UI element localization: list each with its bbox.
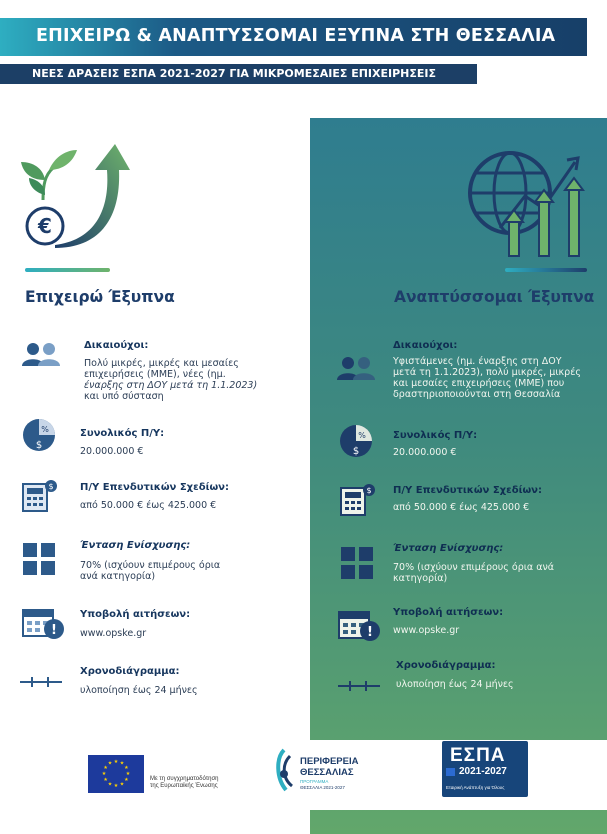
left-beneficiaries-text-2: επιχειρήσεις (ΜΜΕ), νέες (ημ. — [84, 369, 226, 380]
eu-text-line-1: Με τη συγχρηματοδότηση — [150, 776, 219, 782]
left-intensity-text-2: ανά κατηγορία) — [80, 571, 156, 582]
subtitle: ΝΕΕΣ ΔΡΑΣΕΙΣ ΕΣΠΑ 2021-2027 ΓΙΑ ΜΙΚΡΟΜΕΣΑΙΕΣ ΕΠΙΧΕΙΡΗΣΕΙΣ — [32, 67, 436, 80]
investment-calculator-icon — [22, 478, 58, 512]
right-intensity-text-1: 70% (ισχύουν επιμέρους όρια ανά — [393, 562, 555, 573]
left-beneficiaries-text-4: και υπό σύσταση — [84, 391, 164, 402]
right-timeline-value: υλοποίηση έως 24 μήνες — [396, 679, 514, 690]
svg-text:★: ★ — [103, 777, 108, 783]
right-beneficiaries-label: Δικαιούχοι: — [393, 340, 458, 351]
grid-intensity-icon — [22, 542, 56, 576]
svg-text:★: ★ — [124, 777, 129, 783]
greek-flag-mini — [446, 768, 455, 776]
eu-stars-icon — [88, 755, 144, 793]
region-name-1: ΠΕΡΙΦΕΡΕΙΑ — [300, 756, 359, 767]
right-plans-label: Π/Υ Επενδυτικών Σχεδίων: — [393, 485, 542, 496]
eu-cofunding-text — [150, 776, 230, 790]
growth-euro-icon — [15, 140, 130, 252]
svg-text:★: ★ — [103, 765, 108, 771]
left-timeline-value: υλοποίηση έως 24 μήνες — [80, 685, 198, 696]
right-budget-value: 20.000.000 € — [393, 447, 457, 458]
svg-text:★: ★ — [124, 765, 129, 771]
espa-tagline: Εταιρική Ανάπτυξη για Όλους — [446, 785, 505, 790]
espa-years: 2021-2027 — [459, 766, 507, 777]
right-submit-label: Υποβολή αιτήσεων: — [393, 607, 504, 618]
svg-text:€: € — [38, 214, 52, 238]
svg-text:★: ★ — [125, 771, 131, 777]
svg-text:★: ★ — [107, 781, 113, 788]
right-submit-link[interactable]: www.opske.gr — [393, 625, 460, 636]
right-beneficiaries-text-3: και μεσαίες επιχειρήσεις (ΜΜΕ) που — [393, 378, 565, 389]
right-accent-bar — [505, 268, 587, 272]
left-title: Επιχειρώ Έξυπνα — [25, 288, 175, 306]
left-timeline-label: Χρονοδιάγραμμα: — [80, 666, 180, 677]
right-budget-label: Συνολικός Π/Υ: — [393, 430, 478, 441]
svg-text:%: % — [41, 425, 49, 434]
svg-text:$: $ — [366, 486, 372, 495]
svg-text:★: ★ — [119, 760, 125, 767]
right-beneficiaries-text-1: Υφιστάμενες (ημ. έναρξης στη ΔΟΥ — [393, 356, 562, 367]
right-plans-value: από 50.000 € έως 425.000 € — [393, 502, 530, 513]
budget-pie-icon — [339, 424, 373, 458]
region-small-2: ΘΕΣΣΑΛΙΑ 2021-2027 — [300, 785, 345, 790]
svg-text:!: ! — [51, 623, 57, 638]
svg-text:!: ! — [367, 625, 373, 640]
globe-growth-icon — [465, 148, 585, 258]
grid-intensity-icon — [340, 546, 374, 580]
investment-calculator-icon — [340, 482, 376, 516]
right-intensity-text-2: κατηγορία) — [393, 573, 448, 584]
main-title-banner — [0, 18, 587, 56]
svg-text:$: $ — [35, 440, 43, 451]
left-budget-label: Συνολικός Π/Υ: — [80, 428, 165, 439]
eu-flag-logo — [88, 755, 144, 793]
left-beneficiaries-text-3: έναρξης στη ΔΟΥ μετά τη 1.1.2023) — [84, 380, 258, 391]
left-submit-label: Υποβολή αιτήσεων: — [80, 609, 191, 620]
people-icon — [20, 342, 62, 366]
svg-text:★: ★ — [113, 783, 119, 789]
timeline-icon — [18, 676, 64, 688]
svg-text:★: ★ — [113, 759, 119, 765]
right-title: Αναπτύσσομαι Έξυπνα — [394, 288, 595, 306]
svg-text:$: $ — [352, 446, 360, 457]
timeline-icon — [336, 680, 382, 692]
espa-logo — [442, 741, 528, 797]
region-thessaly-logo — [272, 746, 387, 796]
svg-text:★: ★ — [101, 771, 107, 777]
left-submit-link[interactable]: www.opske.gr — [80, 628, 147, 639]
subtitle-banner — [0, 64, 477, 84]
left-accent-bar — [25, 268, 110, 272]
right-beneficiaries-text-2: μετά τη 1.1.2023), πολύ μικρές, μικρές — [393, 367, 581, 378]
people-icon — [335, 356, 377, 380]
svg-text:$: $ — [48, 482, 54, 491]
eu-text-line-2: της Ευρωπαϊκής Ένωσης — [150, 783, 218, 789]
left-intensity-label: Ένταση Ενίσχυσης: — [80, 540, 191, 551]
svg-text:%: % — [358, 431, 366, 440]
svg-text:★: ★ — [107, 760, 113, 767]
right-intensity-label: Ένταση Ενίσχυσης: — [393, 543, 504, 554]
region-swirl-icon — [272, 748, 296, 792]
left-plans-value: από 50.000 € έως 425.000 € — [80, 500, 217, 511]
region-name-2: ΘΕΣΣΑΛΙΑΣ — [300, 767, 354, 778]
region-small-1: ΠΡΟΓΡΑΜΜΑ — [300, 779, 329, 784]
budget-pie-icon — [22, 418, 56, 452]
right-beneficiaries-text-4: δραστηριοποιούνται στη Θεσσαλία — [393, 389, 561, 400]
right-timeline-label: Χρονοδιάγραμμα: — [396, 660, 496, 671]
left-beneficiaries-text-1: Πολύ μικρές, μικρές και μεσαίες — [84, 358, 239, 369]
left-beneficiaries-label: Δικαιούχοι: — [84, 340, 149, 351]
calendar-alert-icon — [22, 606, 66, 640]
left-plans-label: Π/Υ Επενδυτικών Σχεδίων: — [80, 482, 229, 493]
main-title: ΕΠΙΧΕΙΡΩ & ΑΝΑΠΤΥΣΣΟΜΑΙ ΕΞΥΠΝΑ ΣΤΗ ΘΕΣΣΑΛΙΑ — [36, 26, 556, 46]
svg-text:★: ★ — [119, 781, 125, 788]
left-budget-value: 20.000.000 € — [80, 446, 144, 457]
calendar-alert-icon — [338, 608, 382, 642]
espa-title: ΕΣΠΑ — [450, 745, 506, 766]
left-intensity-text-1: 70% (ισχύουν επιμέρους όρια — [80, 560, 221, 571]
